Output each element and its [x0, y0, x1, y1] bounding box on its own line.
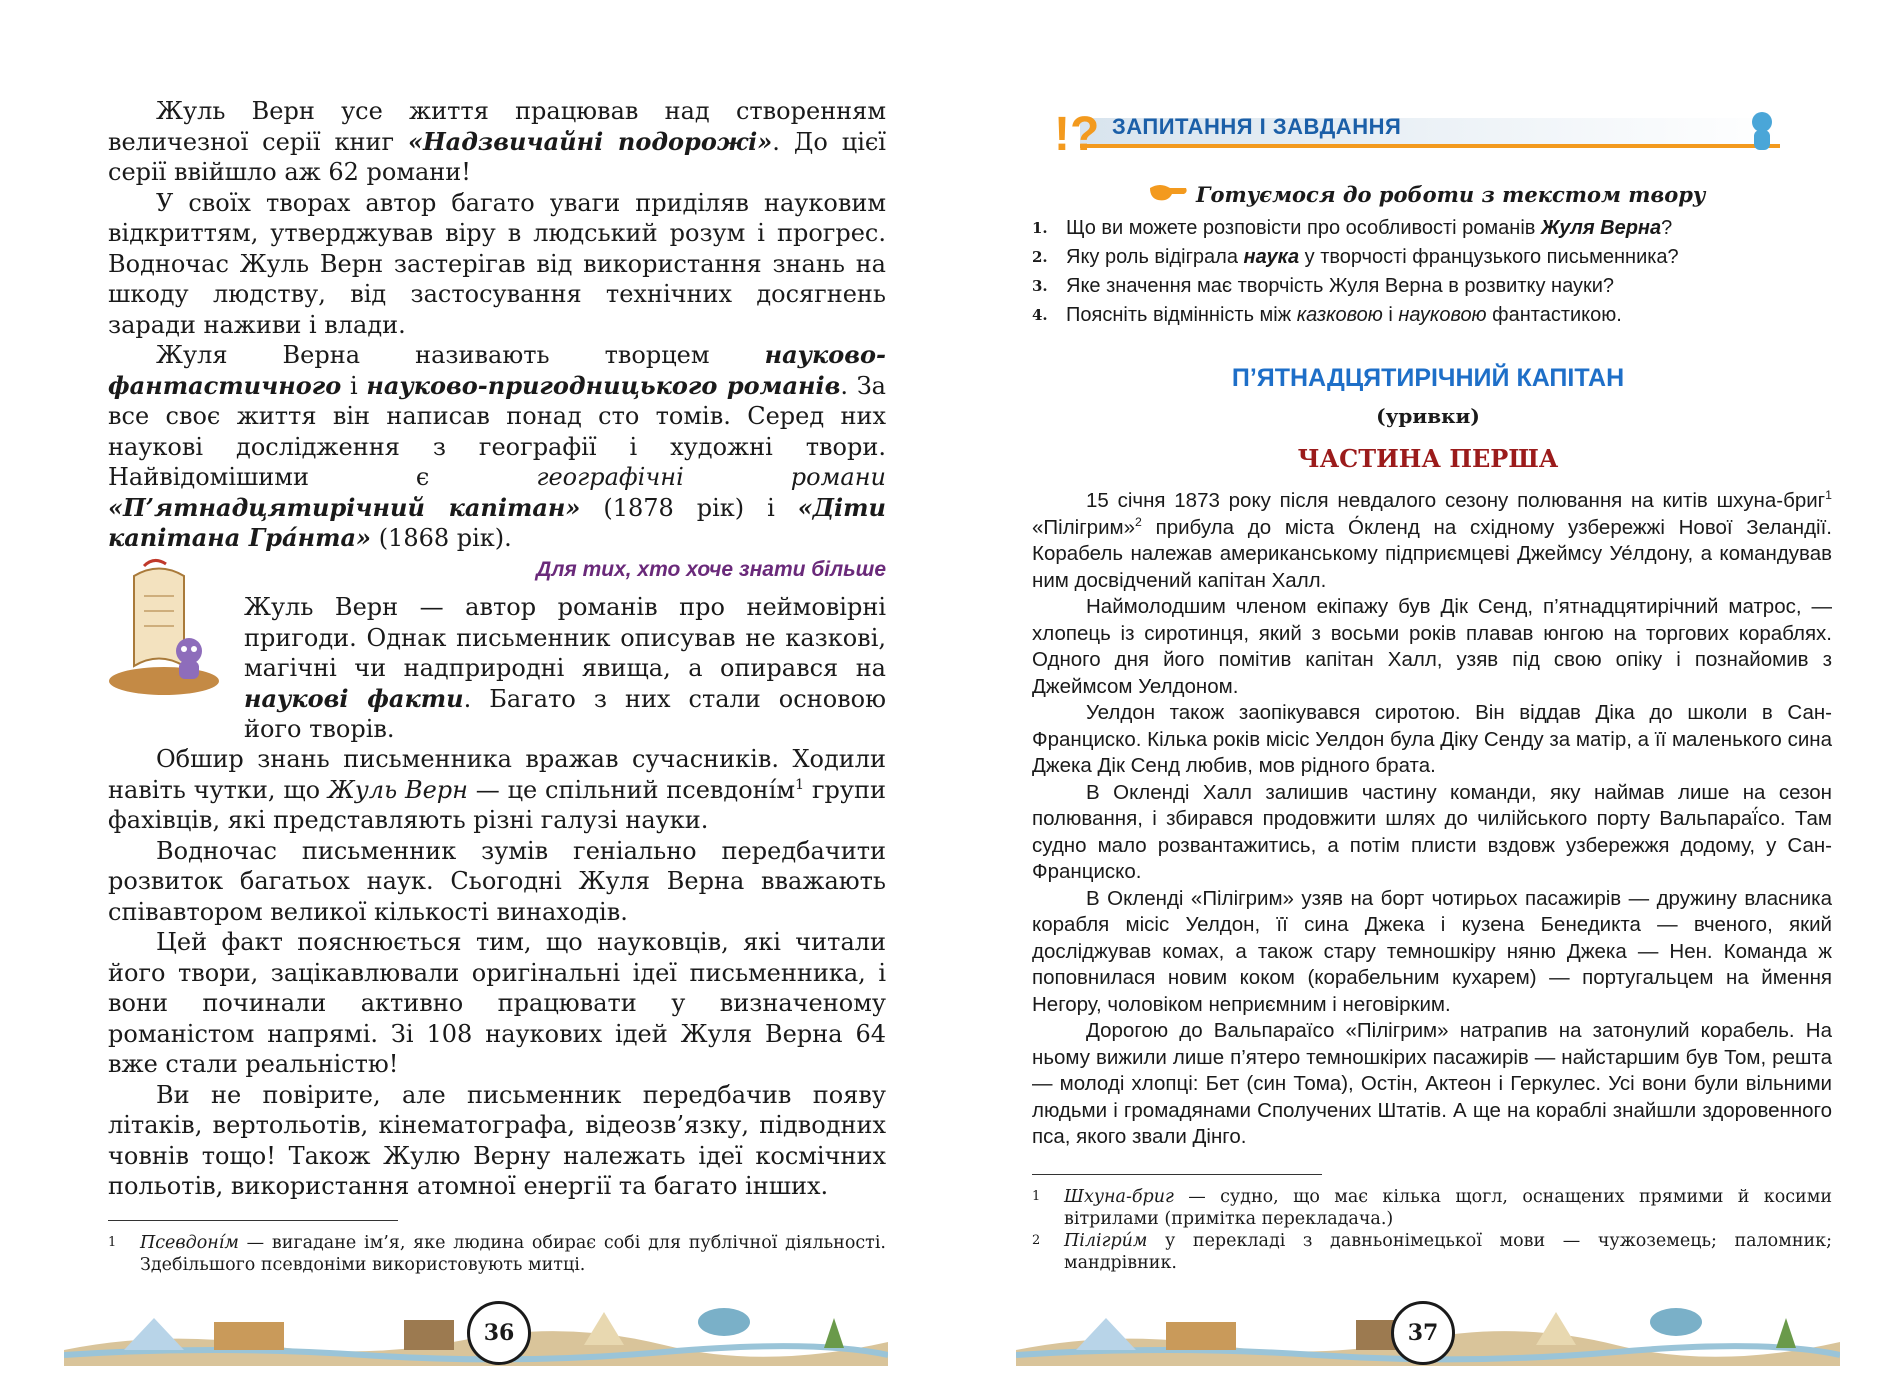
inline-emphasis: «Діти капітана Гра́нта»	[108, 492, 886, 552]
more-knowledge-title: Для тих, хто хоче знати більше	[536, 558, 886, 581]
paragraph: Наймолодшим членом екіпажу був Дік Сенд, п’ятнадцятирічний матрос, — хлопець із сиротинця, який з восьми років плавав юнгою на торгових кораблях. Одного дня його помітив капітан Халл, узяв під свою опіку і познайомив з Джеймсом Уелдоном.	[1032, 595, 1832, 698]
question-item: 4. Поясніть відмінність між казковою і науковою фантастикою.	[1032, 301, 1832, 330]
story-title: П’ЯТНАДЦЯТИРІЧНИЙ КАПІТАН	[1231, 364, 1625, 392]
footnote: 1 Шхуна-бриг — судно, що має кілька щогл, оснащених прямими й косими вітрилами (примітка перекладача.)	[1032, 1187, 1832, 1229]
question-item: 1. Що ви можете розповісти про особливості романів Жуля Верна?	[1032, 214, 1832, 243]
paragraph: Водночас письменник зумів геніально передбачити розвиток багатьох наук. Сьогодні Жуля Верна вважають співавтором великої кількості винаходів.	[108, 836, 886, 926]
paragraph: Уелдон також заопікувався сиротою. Він віддав Діка до школи в Сан-Франциско. Кілька років місіс Уелдон була Діку Сенду за матір, а її маленького сина Джека Дік Сенд любив, мов рідного брата.	[1032, 701, 1832, 777]
inline-emphasis: 1	[795, 776, 805, 793]
inline-emphasis: Пілігри́м	[1064, 1231, 1148, 1251]
inline-emphasis: науково-пригодницького романів	[366, 370, 841, 400]
footnote-number: 2	[1032, 1233, 1041, 1248]
paragraph: Жуль Верн усе життя працював над створенням величезної серії книг «Надзвичайні подорожі». До цієї серії ввійшло аж 62 романи!	[108, 97, 886, 186]
left-top-text	[108, 96, 886, 554]
inline-emphasis: наука	[1243, 246, 1300, 268]
page-number: 37	[1391, 1301, 1455, 1365]
question-item: 3. Яке значення має творчість Жуля Верна в розвитку науки?	[1032, 272, 1832, 301]
paragraph: Жуля Верна називають творцем науково-фантастичного і науково-пригодницького романів. За все своє життя він написав понад сто томів. Серед них наукові дослідження з географії і художні твори. Найвідомішими є географічні романи «П’ятнадцятирічний капітан» (1878 рік) і «Діти капітана Гра́нта» (1868 рік).	[108, 340, 887, 552]
inline-emphasis: географічні романи	[536, 463, 887, 491]
inline-emphasis: 2	[1135, 514, 1142, 529]
inline-emphasis: казковою	[1296, 304, 1383, 326]
question-number: 2.	[1032, 248, 1048, 266]
prep-title: Готуємося до роботи з текстом твору	[1196, 182, 1706, 207]
scroll-mascot-icon	[104, 556, 234, 706]
question-number: 3.	[1032, 277, 1048, 295]
paragraph: Цей факт пояснюється тим, що науковців, які читали його твори, зацікавлювали оригінальні ідеї письменника, і вони починали активно працювати у визначеному романістом напрямі. Зі 108 наукових ідей Жуля Верна 64 вже стали реальністю!	[108, 928, 886, 1078]
inline-emphasis: Шхуна-бриг	[1064, 1187, 1174, 1207]
excerpt-label: (уривки)	[1376, 404, 1480, 428]
footnote-number: 1	[108, 1235, 117, 1250]
inline-emphasis: наукові факти	[244, 683, 464, 713]
svg-text:!?: !?	[1054, 108, 1100, 160]
section-title: ЗАПИТАННЯ І ЗАВДАННЯ	[1112, 114, 1402, 139]
inline-emphasis: науково-фантастичного	[108, 340, 886, 400]
paragraph: В Окленді «Пілігрим» узяв на борт чотирьох пасажирів — дружину власника корабля місіс Уелдон, її сина Джека і кузена Бенедикта — вченого, який досліджував комах, а також стару темношкіру няню Джека — Нен. Команда ж поповнилася новим коком (корабельним кухарем) — португальцем на ймення Негору, чоловіком неприємним і неговірким.	[1032, 886, 1832, 1016]
part-title: ЧАСТИНА ПЕРША	[1297, 444, 1559, 473]
footnote-rule	[108, 1220, 398, 1221]
inline-emphasis: Псевдоні́м	[140, 1233, 239, 1253]
page-number: 36	[467, 1301, 531, 1365]
question-number: 1.	[1032, 219, 1048, 237]
question-number: 4.	[1032, 306, 1048, 324]
inline-emphasis: Жуля Верна	[1540, 217, 1662, 239]
footnote-number: 1	[1032, 1189, 1041, 1204]
questions-list	[1032, 214, 1832, 330]
inline-emphasis: науковою	[1398, 304, 1487, 326]
pointing-hand-icon	[1148, 180, 1188, 204]
footnote-rule	[1032, 1174, 1322, 1175]
story-text	[1032, 488, 1832, 1151]
right-page	[952, 0, 1904, 1400]
paragraph: Обшир знань письменника вражав сучасників. Ходили навіть чутки, що Жуль Верн — це спільний $псевдоні́м^1$ групи фахівців, які представляють різні галузі науки.	[108, 745, 887, 834]
inline-emphasis: «П’ятнадцятирічний капітан»	[108, 492, 581, 522]
question-item: 2. Яку роль відіграла наука у творчості французького письменника?	[1032, 243, 1832, 272]
footnote: 2 Пілігри́м у перекладі з давньонімецької мови — чужоземець; паломник; мандрівник.	[1032, 1231, 1832, 1273]
paragraph: Дорогою до Вальпараїсо «Пілігрим» натрапив на затонулий корабель. На ньому вижили лише п’ятеро темношкірих пасажирів — найстаршим був Том, решта — молоді хлопці: Бет (син Тома), Остін, Актеон і Геркулес. Усі вони були вільними людьми і громадянами Сполучених Штатів. А ще на кораблі знайшли здоровенного пса, якого звали Дінго.	[1032, 1019, 1832, 1148]
inline-emphasis: 1	[1825, 488, 1832, 503]
inline-emphasis: Жуль Верн	[327, 775, 468, 804]
paragraph: Ви не повірите, але письменник передбачив появу літаків, вертольотів, кінематографа, відеозв’язку, підводних човнів тощо! Також Жулю Верну належать ідеї космічних польотів, використання атомної енергії та багато інших.	[108, 1080, 886, 1200]
left-bottom-text	[108, 744, 886, 1202]
paragraph: У своїх творах автор багато уваги приділяв науковим відкриттям, утверджував віру в людський розум і прогрес. Водночас Жуль Верн застерігав від використання знань на шкоду людству, від застосування технічних досягнень заради наживи і влади.	[108, 188, 886, 339]
paragraph: 15 січня 1873 року після невдалого сезону полювання на китів шхуна-бриг$^1$ «Пілігрим»$^2$ прибула до міста О́кленд на східному узбережжі Нової Зеландії. Корабель належав американському підприємцеві Джеймсу Уе́лдону, а командував ним досвідчений капітан Халл.	[1032, 488, 1832, 592]
footnote: 1 Псевдоні́м — вигадане ім’я, яке людина обирає собі для публічної діяльності. Здебільшого псевдоніми використовують митці.	[108, 1233, 886, 1275]
paragraph: В Окленді Халл залишив частину команди, яку наймав лише на сезон полювання, і збирався продовжити шлях до чилійського порту Вальпараї́со. Там судно мало розвантажитись, а потім плисти вздовж узбережжя додому, у Сан-Франциско.	[1032, 780, 1832, 883]
inline-emphasis: «Надзвичайні подорожі»	[408, 126, 773, 156]
more-knowledge-text: Жуль Верн — автор романів про неймовірні пригоди. Однак письменник описував не казкові, магічні чи надприродні явища, а опирався на наукові факти. Багато з них стали основою його творів.	[244, 593, 887, 743]
